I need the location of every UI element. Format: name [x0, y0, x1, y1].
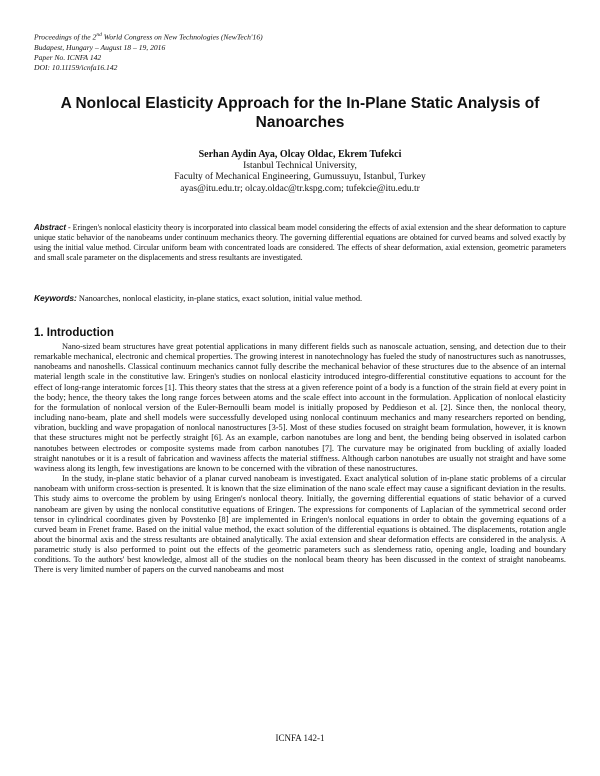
- abstract: [34, 223, 566, 263]
- body-paragraph-1: Nano-sized beam structures have great potential applications in many different fields such as nanoscale actuation, sensing, and detection due to their remarkable mechanical, electronic and chemical properties. The growing interest in nanotechnology has fueled the study of nanostructures such as nanotrusses, nanobeams and nanoshells. Classical continuum mechanics cannot fully describe the mechanical behavior of these structures due to the absence of an internal material length scale in the constitutive law. Eringen's studies on nonlocal elasticity introduced integro-differential constitutive equations to account for the effect of long-range interatomic forces [1]. This theory states that the stress at a given reference point of a body is a function of the strain field at every point in the body; hence, the theory takes the long range forces between atoms and the scale effect into account in the formulation. Application of nonlocal elasticity for the formulation of nonlocal version of the Euler-Bernoulli beam model is initially proposed by Peddieson et al. [2]. Since then, the nonlocal theory, including nano-beam, plate and shell models were successfully developed using nonlocal continuum mechanics and many researchers reported on bending, vibration, buckling and wave propagation of nonlocal nanostructures [3-5]. Most of these studies focused on straight beam formulation, however, it is known that these structures might not be perfectly straight [6]. As an example, carbon nanotubes are long and bent, the bending being observed in isolated carbon nanotubes between electrodes or composite systems made from carbon nanotubes [7]. The curvature may be originated from buckling of axially loaded straight nanotubes or it is a result of fabrication and waviness affects the material stiffness. Although carbon nanotubes are usually not straight and have some waviness along its length, few investigations are known to be concerned with the vibration of these nanostructures.: [34, 342, 566, 473]
- section-heading: 1. Introduction: [34, 327, 114, 339]
- keywords-text: Nanoarches, nonlocal elasticity, in-plane statics, exact solution, initial value method.: [76, 294, 363, 303]
- header-location: Budapest, Hungary – August 18 – 19, 2016: [34, 42, 166, 52]
- author-emails: ayas@itu.edu.tr; olcay.oldac@tr.kspg.com; tufekcie@itu.edu.tr: [180, 183, 420, 194]
- abstract-text: - Eringen's nonlocal elasticity theory is incorporated into classical beam model considering the effects of axial extension and the shear deformation to capture unique static behavior of the nanobeams under continuum mechanics theory. The governing differential equations are obtained for curved beams and solved exactly by using the initial value method. Circular uniform beam with concentrated loads are considered. The effects of shear deformation, axial extension, geometric parameters and small scale parameter on the displacements and stress resultants are investigated.: [34, 223, 566, 262]
- keywords: [34, 293, 566, 304]
- header-doi: DOI: 10.11159/icnfa16.142: [34, 62, 118, 72]
- header-paper-number: Paper No. ICNFA 142: [34, 52, 102, 62]
- header-conference: Proceedings of the 2nd World Congress on New Technologies (NewTech'16): [34, 32, 263, 42]
- paper-title: A Nonlocal Elasticity Approach for the In-Plane Static Analysis of Nanoarches: [60, 95, 540, 131]
- keywords-label: Keywords:: [34, 293, 77, 303]
- author-university: Istanbul Technical University,: [243, 160, 357, 171]
- author-faculty: Faculty of Mechanical Engineering, Gumussuyu, Istanbul, Turkey: [174, 172, 426, 183]
- author-names: Serhan Aydin Aya, Olcay Oldac, Ekrem Tufekci: [198, 149, 402, 160]
- author-block: [30, 149, 570, 195]
- page-footer: ICNFA 142-1: [275, 733, 325, 743]
- body-text: [34, 342, 566, 576]
- body-paragraph-2: In the study, in-plane static behavior of a planar curved nanobeam is investigated. Exact analytical solution of in-plane static problems of a circular nanobeam with uniform cross-section is presented. It is known that the size elimination of the nano scale effect may cause a significant deviation in the results. This study aims to overcome the problem by using Eringen's nonlocal theory. Initially, the governing differential equations of static behavior of a curved nanobeam are given by using the nonlocal constitutive equations of Eringen. The expressions for components of Laplacian of the symmetrical second order tensor in cylindrical coordinates given by Povstenko [8] are implemented in Eringen's nonlocal equations in order to obtain the governing equations of a curved beam in Frenet frame. Based on the initial value method, the exact solution of the differential equations is obtained. The displacements, rotation angle about the binormal axis and the stress resultants are obtained analytically. The axial extension and shear deformation effects are considered in the analysis. A parametric study is also performed to point out the effects of the geometric parameters such as slenderness ratio, opening angle, loading and boundary conditions. To the authors' best knowledge, almost all of the studies on the nonlocal beam theory has been discussed in the context of straight nanobeams. There is very limited number of papers on the curved nanobeams and most: [34, 474, 566, 575]
- abstract-label: Abstract: [34, 223, 67, 232]
- proceedings-header: [34, 30, 263, 73]
